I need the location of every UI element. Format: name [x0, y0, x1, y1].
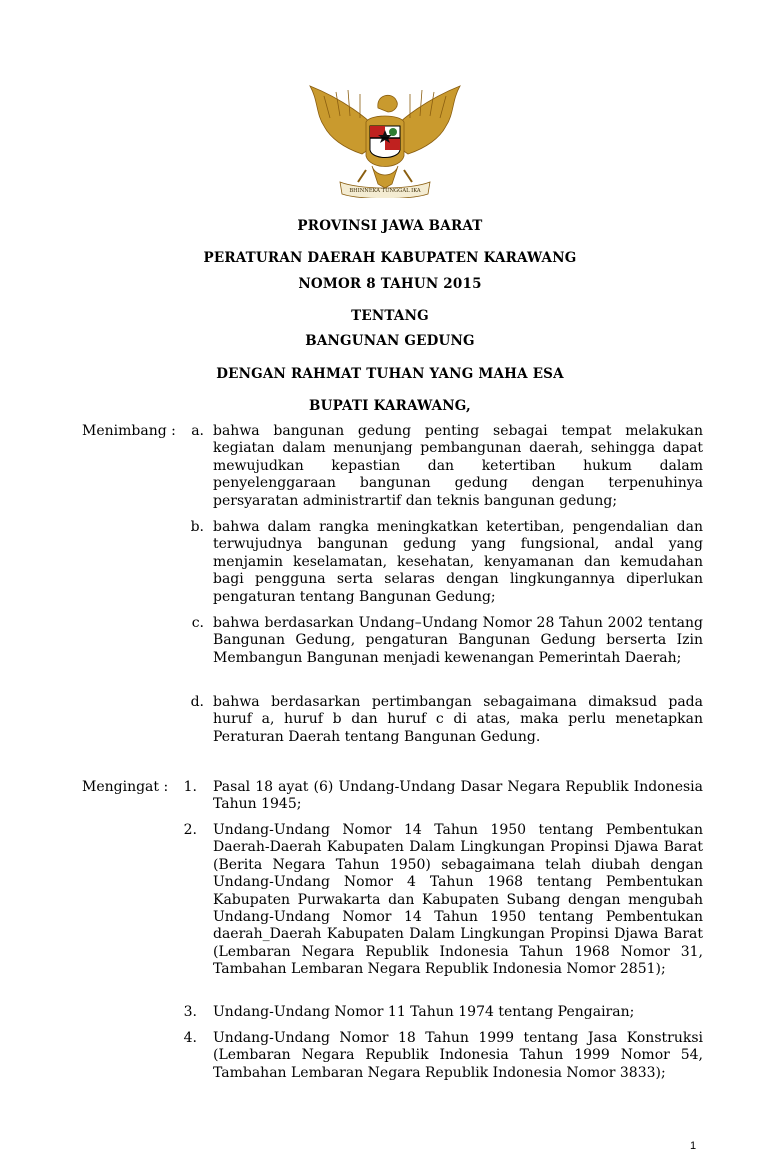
blessing-heading: DENGAN RAHMAT TUHAN YANG MAHA ESA [216, 366, 564, 382]
mengingat-marker-4: 4. [183, 1030, 197, 1046]
menimbang-marker-d: d. [190, 694, 204, 710]
menimbang-item-b: bahwa dalam rangka meningkatkan ketertiban, pengendalian dan terwujudnya bangunan gedung yang fungsional, andal yang menjamin keselamatan, kesehatan, kenyamanan dan kemudahan bagi pengguna serta selaras dengan lingkungannya diperlukan pengaturan tentang Bangunan Gedung; [213, 519, 703, 605]
menimbang-marker-a: a. [191, 423, 204, 439]
mengingat-marker-3: 3. [183, 1004, 197, 1020]
mengingat-item-4: Undang-Undang Nomor 18 Tahun 1999 tentang Jasa Konstruksi (Lembaran Negara Republik Indonesia Tahun 1999 Nomor 54, Tambahan Lembaran Negara Republik Indonesia Nomor 3833); [213, 1030, 703, 1081]
page-number: 1 [690, 1140, 697, 1152]
menimbang-item-c: bahwa berdasarkan Undang–Undang Nomor 28 Tahun 2002 tentang Bangunan Gedung, pengaturan Bangunan Gedung berserta Izin Membangun Bangunan menjadi kewenangan Pemerintah Daerah; [213, 615, 703, 666]
mengingat-marker-2: 2. [183, 822, 197, 838]
regulation-heading: PERATURAN DAERAH KABUPATEN KARAWANG [203, 250, 577, 266]
mengingat-item-1: Pasal 18 ayat (6) Undang-Undang Dasar Negara Republik Indonesia Tahun 1945; [213, 779, 703, 813]
menimbang-item-d: bahwa berdasarkan pertimbangan sebagaimana dimaksud pada huruf a, huruf b dan huruf c di atas, maka perlu menetapkan Peraturan Daerah tentang Bangunan Gedung. [213, 694, 703, 745]
garuda-emblem [300, 78, 470, 198]
about-heading: TENTANG [351, 308, 429, 324]
province-heading: PROVINSI JAWA BARAT [297, 218, 483, 234]
menimbang-marker-c: c. [191, 615, 204, 631]
menimbang-marker-b: b. [190, 519, 204, 535]
menimbang-item-a: bahwa bangunan gedung penting sebagai tempat melakukan kegiatan dalam menunjang pembangunan daerah, sehingga dapat mewujudkan kepastian dan ketertiban hukum dalam penyelenggaraan bangunan gedung dengan terpenuhinya persyaratan administrartif dan teknis bangunan gedung; [213, 423, 703, 509]
subject-heading: BANGUNAN GEDUNG [305, 333, 475, 349]
emblem-motto: BHINNEKA TUNGGAL IKA [349, 188, 421, 194]
mengingat-marker-1: 1. [183, 779, 197, 795]
regent-heading: BUPATI KARAWANG, [309, 398, 471, 414]
mengingat-item-2: Undang-Undang Nomor 14 Tahun 1950 tentang Pembentukan Daerah-Daerah Kabupaten Dalam Lingkungan Propinsi Djawa Barat (Berita Negara Tahun 1950) sebagaimana telah diubah dengan Undang-Undang Nomor 4 Tahun 1968 tentang Pembentukan Kabupaten Purwakarta dan Kabupaten Subang dengan mengubah Undang-Undang Nomor 14 Tahun 1950 tentang Pembentukan daerah_Daerah Kabupaten Dalam Lingkungan Propinsi Djawa Barat (Lembaran Negara Republik Indonesia Tahun 1968 Nomor 31, Tambahan Lembaran Negara Republik Indonesia Nomor 2851); [213, 822, 703, 978]
mengingat-label: Mengingat : [82, 779, 169, 795]
mengingat-item-3: Undang-Undang Nomor 11 Tahun 1974 tentang Pengairan; [213, 1004, 635, 1020]
menimbang-label: Menimbang : [82, 423, 176, 439]
regulation-number: NOMOR 8 TAHUN 2015 [298, 276, 482, 292]
